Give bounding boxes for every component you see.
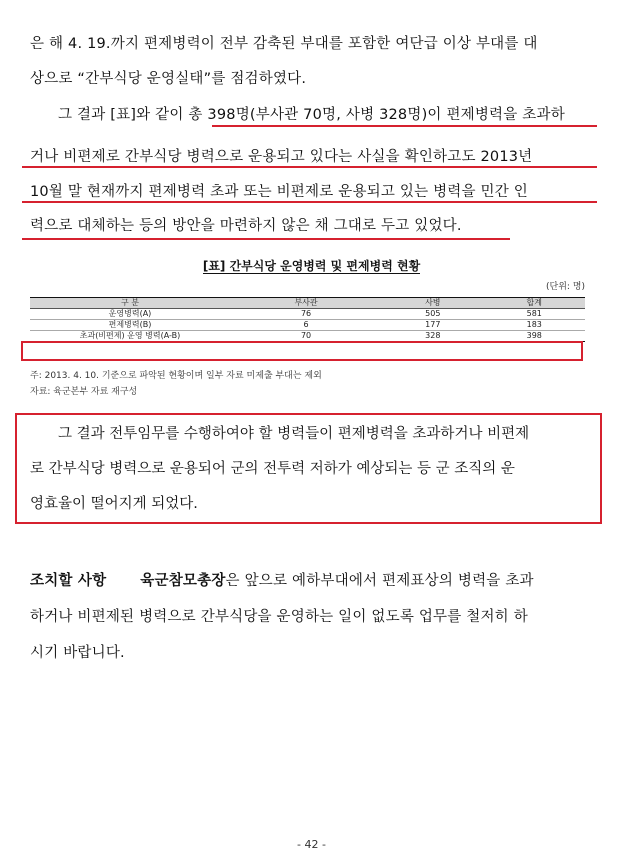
table-row (30, 320, 585, 331)
para3-line-2: 로 간부식당 병력으로 운용되어 군의 전투력 저하가 예상되는 등 군 조직의 운 (30, 461, 515, 477)
para1-line-2: 상으로 “간부식당 운영실태”를 점검하였다. (30, 71, 307, 87)
para1-line-1: 은 해 4. 19.까지 편제병력이 전부 감축된 부대를 포함한 여단급 이상 부대를 대 (30, 36, 538, 52)
table-header-row (30, 298, 585, 309)
highlight-box-table-row (21, 341, 583, 361)
action-target: 육군참모총장 (140, 573, 226, 589)
highlight-underline-1 (212, 125, 597, 127)
row-label: 편제병력(B) (30, 320, 230, 331)
action-line-2: 하거나 비편제된 병력으로 간부식당을 운영하는 일이 없도록 업무를 철저히 하 (30, 609, 528, 625)
header-nco: 부사관 (230, 298, 382, 309)
cell-enlisted: 177 (382, 320, 483, 331)
table-title: [표] 간부식당 운영병력 및 편제병력 현황 (202, 259, 421, 273)
cell-enlisted: 505 (382, 309, 483, 320)
action-label: 조치할 사항 (30, 573, 107, 589)
table-note: 주: 2013. 4. 10. 기준으로 파악된 현황이며 일부 자료 미제출 부대는 제외 (30, 371, 322, 381)
para2-line-3: 10월 말 현재까지 편제병력 초과 또는 비편제로 운용되고 있는 병력을 민간 인 (30, 184, 528, 200)
action-line-1 (30, 569, 592, 590)
row-label: 초과(비편제) 운영 병력(A-B) (30, 331, 230, 342)
force-table (30, 297, 585, 342)
header-total: 합계 (484, 298, 585, 309)
header-enlisted: 사병 (382, 298, 483, 309)
cell-total: 581 (484, 309, 585, 320)
para3-line-1: 그 결과 전투임무를 수행하여야 할 병력들이 편제병력을 초과하거나 비편제 (58, 426, 530, 442)
cell-nco: 6 (230, 320, 382, 331)
cell-enlisted: 328 (382, 331, 483, 342)
table-unit: (단위: 명) (546, 282, 585, 292)
highlight-underline-3 (22, 201, 597, 203)
cell-nco: 76 (230, 309, 382, 320)
action-line-1-rest: 은 앞으로 예하부대에서 편제표상의 병력을 초과 (225, 573, 534, 589)
action-line-3: 시기 바랍니다. (30, 645, 125, 661)
page-number: - 42 - (297, 838, 326, 851)
table-row (30, 331, 585, 342)
cell-total: 398 (484, 331, 585, 342)
para2-line-4: 력으로 대체하는 등의 방안을 마련하지 않은 채 그대로 두고 있었다. (30, 218, 462, 234)
cell-nco: 70 (230, 331, 382, 342)
highlight-underline-2 (22, 166, 597, 168)
cell-total: 183 (484, 320, 585, 331)
para2-line-1: 그 결과 [표]와 같이 총 398명(부사관 70명, 사병 328명)이 편제병력을 초과하 (58, 107, 565, 123)
highlight-underline-4 (22, 238, 510, 240)
row-label: 운영병력(A) (30, 309, 230, 320)
header-category: 구 분 (30, 298, 230, 309)
table-source: 자료: 육군본부 자료 재구성 (30, 387, 138, 397)
table-row (30, 309, 585, 320)
para2-line-2: 거나 비편제로 간부식당 병력으로 운용되고 있다는 사실을 확인하고도 2013년 (30, 149, 533, 165)
para3-line-3: 영효율이 떨어지게 되었다. (30, 496, 198, 512)
